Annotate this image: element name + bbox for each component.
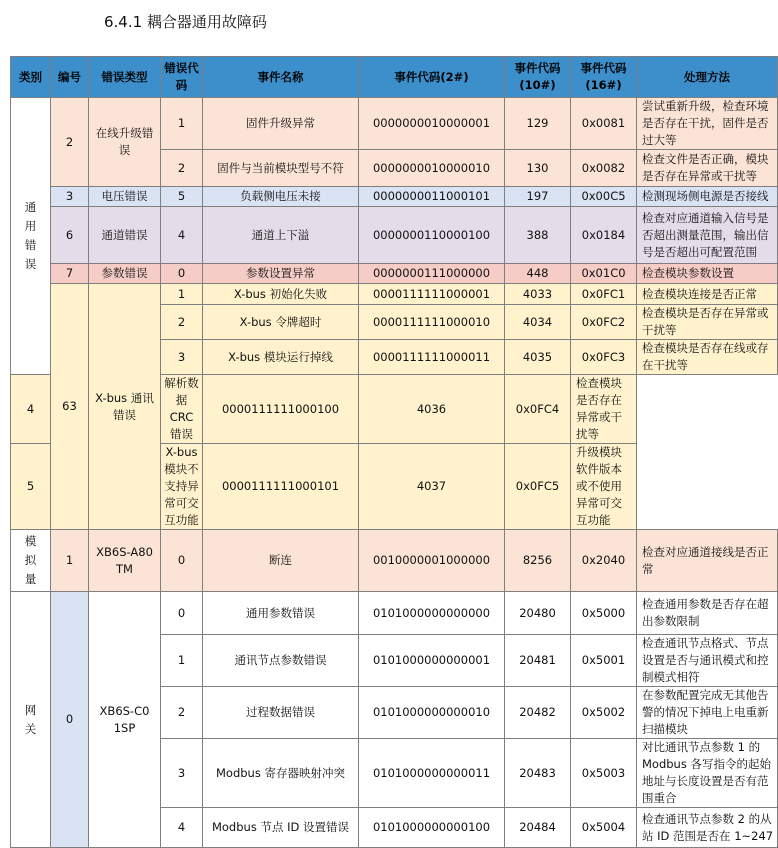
- method: 在参数配置完成无其他告警的情况下掉电上电重新扫描模块: [637, 687, 778, 739]
- event-code-bin: 0101000000000001: [359, 635, 505, 687]
- event-name: Modbus 寄存器映射冲突: [203, 739, 359, 808]
- event-name: 通讯节点参数错误: [203, 635, 359, 687]
- group-type-label: XB6S-A80TM: [96, 544, 153, 576]
- event-name: 断连: [203, 530, 359, 592]
- group-number: 6: [51, 207, 89, 264]
- method: 检查通讯节点参数 2 的从站 ID 范围是否在 1~247: [637, 808, 778, 848]
- event-code-dec: 197: [505, 187, 571, 207]
- event-code-bin: 0000111111000011: [359, 340, 505, 375]
- event-name: Modbus 节点 ID 设置错误: [203, 808, 359, 848]
- error-code: 0: [161, 592, 203, 635]
- event-code-bin: 0000111111000100: [203, 375, 359, 444]
- event-code-bin: 0101000000000100: [359, 808, 505, 848]
- event-code-bin: 0000000111000000: [359, 264, 505, 284]
- event-code-hex: 0x0FC4: [505, 375, 571, 444]
- category-label: 模拟量: [24, 534, 37, 586]
- event-code-hex: 0x5004: [571, 808, 637, 848]
- group-type: [89, 592, 161, 848]
- category-label: 网关: [24, 702, 37, 736]
- event-code-bin: 0010000001000000: [359, 530, 505, 592]
- table-row: [11, 530, 778, 592]
- table-row: [11, 284, 778, 305]
- group-type: 通道错误: [89, 207, 161, 264]
- event-name: 参数设置异常: [203, 264, 359, 284]
- event-code-dec: 129: [505, 98, 571, 150]
- event-code-dec: 4037: [359, 444, 505, 530]
- method: 检查模块连接是否正常: [637, 284, 778, 305]
- group-type-label: XB6S-C01SP: [99, 703, 150, 735]
- event-name: 通道上下溢: [203, 207, 359, 264]
- event-code-bin: 0000000110000100: [359, 207, 505, 264]
- event-code-hex: 0x01C0: [571, 264, 637, 284]
- event-code-dec: 4036: [359, 375, 505, 444]
- event-code-hex: 0x0081: [571, 98, 637, 150]
- event-code-dec: 388: [505, 207, 571, 264]
- category-label: 通用错误: [24, 200, 37, 271]
- event-code-bin: 0000111111000001: [359, 284, 505, 305]
- event-name: 过程数据错误: [203, 687, 359, 739]
- method: 检查模块是否存在异常或干扰等: [571, 375, 637, 444]
- event-code-dec: 4034: [505, 305, 571, 340]
- header-method: 处理方法: [637, 57, 778, 98]
- event-code-bin: 0101000000000011: [359, 739, 505, 808]
- table-row: [11, 264, 778, 284]
- event-name: 负载侧电压未接: [203, 187, 359, 207]
- event-code-dec: 448: [505, 264, 571, 284]
- method: 检查模块参数设置: [637, 264, 778, 284]
- header-event-name: 事件名称: [203, 57, 359, 98]
- event-code-bin: 0000000011000101: [359, 187, 505, 207]
- method: 检查通讯节点格式、节点设置是否与通讯模式和控制模式相符: [637, 635, 778, 687]
- event-code-hex: 0x00C5: [571, 187, 637, 207]
- event-code-dec: 4035: [505, 340, 571, 375]
- event-name: X-bus 模块不支持异常可交互功能: [161, 444, 203, 530]
- header-error-type: 错误类型: [89, 57, 161, 98]
- error-code: 4: [161, 808, 203, 848]
- header-error-code: 错误代码: [161, 57, 203, 98]
- event-code-bin: 0000000010000001: [359, 98, 505, 150]
- category-analog: [11, 530, 51, 592]
- header-event-code-bin: 事件代码(2#): [359, 57, 505, 98]
- event-code-hex: 0x5000: [571, 592, 637, 635]
- method: 检查对应通道接线是否正常: [637, 530, 778, 592]
- error-code: 3: [161, 739, 203, 808]
- event-code-bin: 0000111111000010: [359, 305, 505, 340]
- method: 对比通讯节点参数 1 的 Modbus 各写指令的起始地址与长度设置是否有范围重合: [637, 739, 778, 808]
- method: 检查对应通道输入信号是否超出测量范围，输出信号是否超出可配置范围: [637, 207, 778, 264]
- group-number: 63: [51, 284, 89, 530]
- error-code: 4: [161, 207, 203, 264]
- event-name: 解析数据 CRC 错误: [161, 375, 203, 444]
- category-gateway: [11, 592, 51, 848]
- error-code: 5: [11, 444, 51, 530]
- method: 检查通用参数是否存在超出参数限制: [637, 592, 778, 635]
- fault-code-table: [10, 56, 778, 848]
- group-number: 2: [51, 98, 89, 187]
- event-code-dec: 20482: [505, 687, 571, 739]
- method: 检查模块是否存在异常或干扰等: [637, 305, 778, 340]
- event-code-bin: 0101000000000010: [359, 687, 505, 739]
- event-name: X-bus 令牌超时: [203, 305, 359, 340]
- event-name: X-bus 初始化失败: [203, 284, 359, 305]
- header-event-code-hex: 事件代码(16#): [571, 57, 637, 98]
- group-type: 电压错误: [89, 187, 161, 207]
- event-code-bin: 0000111111000101: [203, 444, 359, 530]
- event-code-dec: 20483: [505, 739, 571, 808]
- error-code: 0: [161, 530, 203, 592]
- error-code: 1: [161, 284, 203, 305]
- event-code-hex: 0x0184: [571, 207, 637, 264]
- error-code: 2: [161, 687, 203, 739]
- header-event-code-dec: 事件代码(10#): [505, 57, 571, 98]
- event-code-dec: 20484: [505, 808, 571, 848]
- table-header-row: [11, 57, 778, 98]
- event-code-dec: 130: [505, 150, 571, 187]
- event-code-hex: 0x5003: [571, 739, 637, 808]
- group-type: 在线升级错误: [89, 98, 161, 187]
- event-code-dec: 4033: [505, 284, 571, 305]
- section-title: 6.4.1 耦合器通用故障码: [104, 13, 267, 31]
- event-code-hex: 0x2040: [571, 530, 637, 592]
- table-row: [11, 187, 778, 207]
- event-name: X-bus 模块运行掉线: [203, 340, 359, 375]
- error-code: 2: [161, 305, 203, 340]
- table-row: [11, 98, 778, 150]
- event-code-hex: 0x5002: [571, 687, 637, 739]
- group-type: X-bus 通讯错误: [89, 284, 161, 530]
- header-number: 编号: [51, 57, 89, 98]
- event-code-bin: 0101000000000000: [359, 592, 505, 635]
- event-code-hex: 0x0082: [571, 150, 637, 187]
- error-code: 3: [161, 340, 203, 375]
- event-name: 通用参数错误: [203, 592, 359, 635]
- event-code-hex: 0x0FC1: [571, 284, 637, 305]
- method: 升级模块软件版本或不使用异常可交互功能: [571, 444, 637, 530]
- table-row: [11, 207, 778, 264]
- method: 检查文件是否正确，模块是否存在异常或干扰等: [637, 150, 778, 187]
- category-general: [11, 98, 51, 375]
- method: 检测现场侧电源是否接线: [637, 187, 778, 207]
- event-name: 固件与当前模块型号不符: [203, 150, 359, 187]
- event-code-dec: 8256: [505, 530, 571, 592]
- event-code-hex: 0x0FC2: [571, 305, 637, 340]
- error-code: 4: [11, 375, 51, 444]
- event-code-bin: 0000000010000010: [359, 150, 505, 187]
- group-number: 1: [51, 530, 89, 592]
- event-code-hex: 0x5001: [571, 635, 637, 687]
- method: 尝试重新升级，检查环境是否存在干扰，固件是否过大等: [637, 98, 778, 150]
- event-code-hex: 0x0FC5: [505, 444, 571, 530]
- event-code-hex: 0x0FC3: [571, 340, 637, 375]
- event-name: 固件升级异常: [203, 98, 359, 150]
- group-type: [89, 530, 161, 592]
- method: 检查模块是否存在线或存在干扰等: [637, 340, 778, 375]
- event-code-dec: 20480: [505, 592, 571, 635]
- event-code-dec: 20481: [505, 635, 571, 687]
- group-number: 7: [51, 264, 89, 284]
- error-code: 0: [161, 264, 203, 284]
- error-code: 1: [161, 635, 203, 687]
- group-number: 0: [51, 592, 89, 848]
- group-number: 3: [51, 187, 89, 207]
- error-code: 5: [161, 187, 203, 207]
- error-code: 2: [161, 150, 203, 187]
- header-category: 类别: [11, 57, 51, 98]
- group-type: 参数错误: [89, 264, 161, 284]
- error-code: 1: [161, 98, 203, 150]
- table-row: [11, 592, 778, 635]
